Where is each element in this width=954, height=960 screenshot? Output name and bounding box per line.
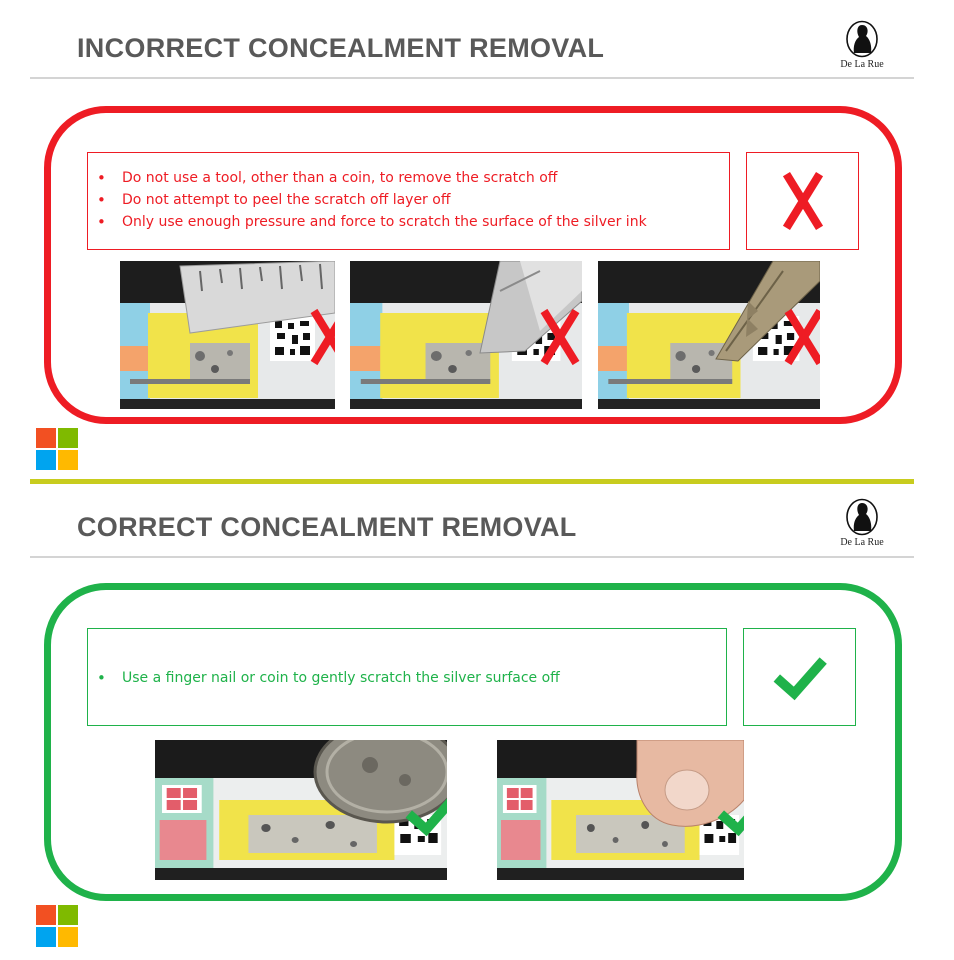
photo-ruler-scratch [120,261,335,409]
finger-icon [497,740,744,880]
green-check-overlay-icon [403,788,447,838]
correct-info-box [87,628,727,726]
delarue-logo [832,20,892,70]
red-x-overlay-icon [784,307,820,367]
photo-knife-scratch [350,261,582,409]
red-x-overlay-icon [540,307,580,367]
section-divider [30,479,914,484]
delarue-logo [832,498,892,548]
incorrect-info-box [87,152,730,250]
delarue-emblem-icon [845,20,879,58]
large-green-check-icon [771,652,829,702]
photo-fingernail-scratch [497,740,744,880]
correct-mark-box [743,628,856,726]
large-red-x-icon [781,170,825,232]
red-x-overlay-icon [310,307,335,367]
incorrect-bullet-list [88,167,729,233]
delarue-logo-text: De La Rue [840,537,884,548]
correct-bullet-list [88,667,726,689]
incorrect-heading: INCORRECT CONCEALMENT REMOVAL [77,33,605,63]
microsoft-logo-icon [36,905,78,947]
incorrect-mark-box [746,152,859,250]
photo-coin-scratch [155,740,447,880]
green-check-overlay-icon [715,788,744,838]
incorrect-bullet: • Only use enough pressure and force to scratch the surface of the silver ink [122,211,729,233]
photo-key-scratch [598,261,820,409]
correct-heading: CORRECT CONCEALMENT REMOVAL [77,512,577,542]
correct-bullet: • Use a finger nail or coin to gently scratch the silver surface off [122,667,726,689]
ruler-tool-icon [120,261,335,409]
incorrect-bullet: • Do not attempt to peel the scratch off layer off [122,189,729,211]
microsoft-logo-icon [36,428,78,470]
incorrect-bullet: • Do not use a tool, other than a coin, to remove the scratch off [122,167,729,189]
top-heading-rule [30,77,914,79]
bottom-heading-rule [30,556,914,558]
delarue-emblem-icon [845,498,879,536]
delarue-logo-text: De La Rue [840,59,884,70]
